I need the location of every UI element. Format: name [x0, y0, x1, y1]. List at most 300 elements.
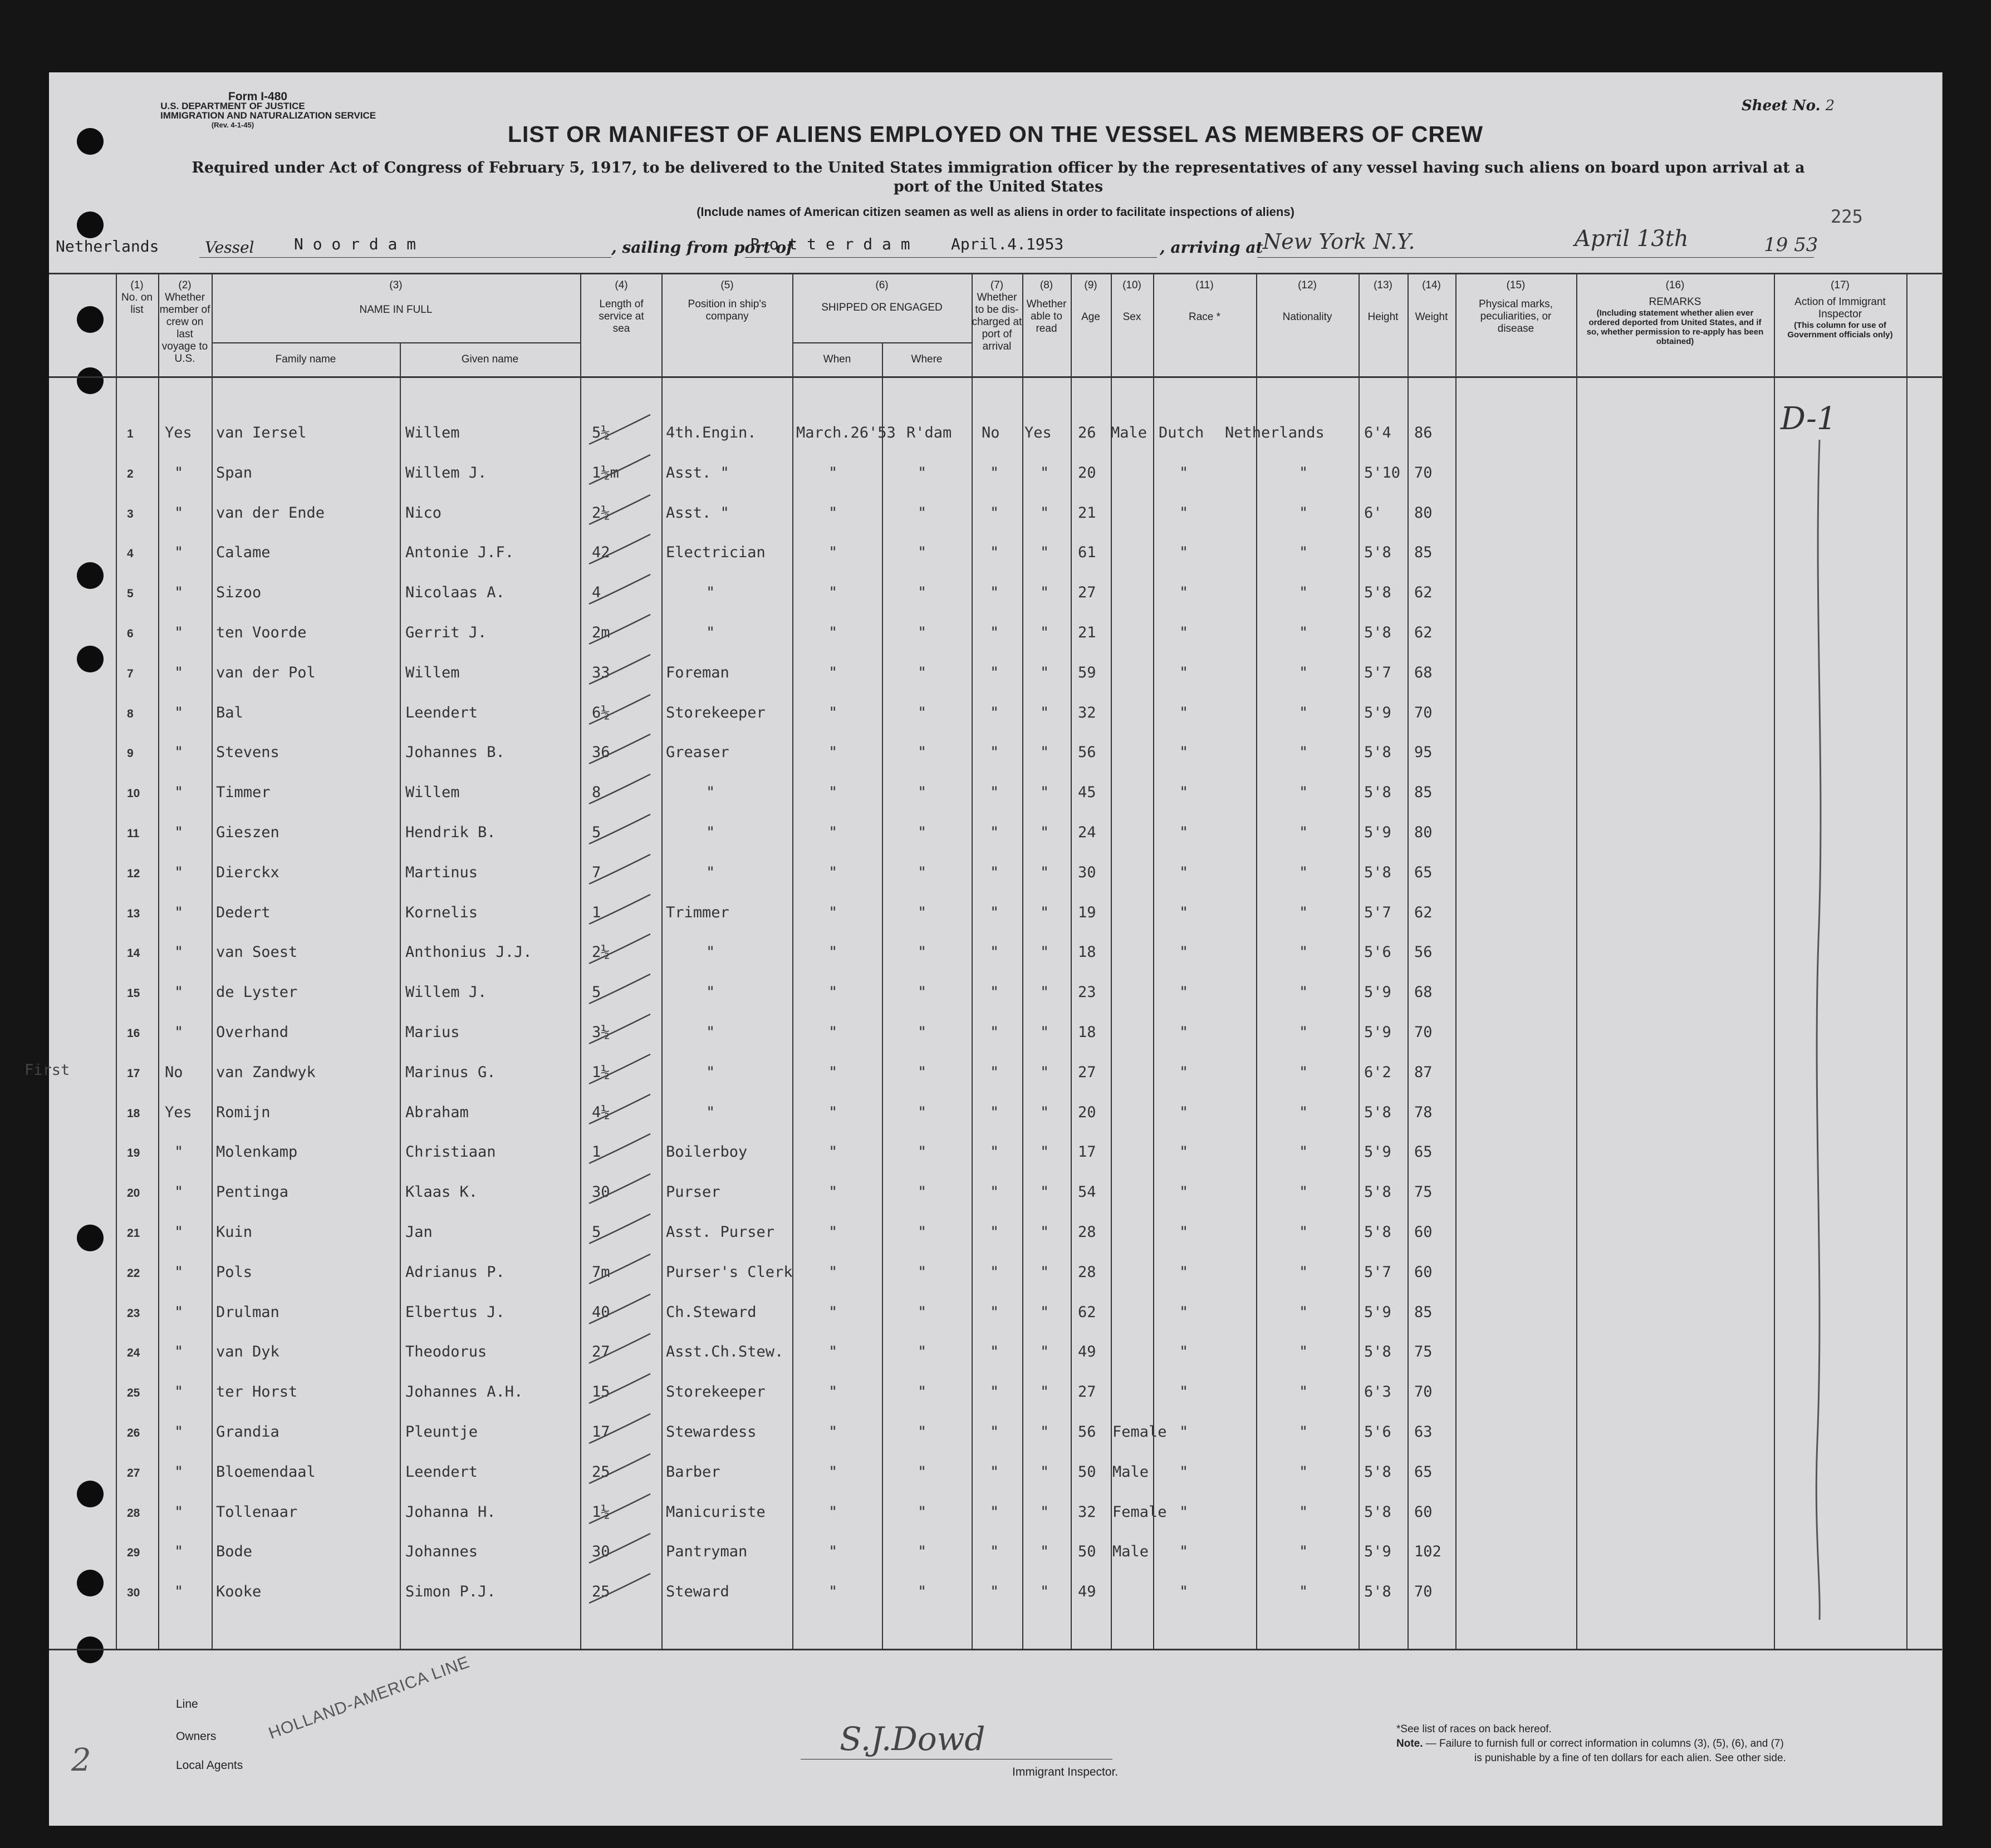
row-3-height: 6' — [1364, 504, 1382, 522]
service-check-mark — [583, 971, 656, 1010]
row-2-no: 2 — [127, 467, 134, 480]
row-7-when-ditto: " — [828, 663, 838, 681]
row-26-age: 56 — [1078, 1423, 1096, 1441]
col-header-discharged: (7) Whether to be dis-charged at port of arrival — [972, 279, 1022, 352]
row-20-where-ditto: " — [918, 1183, 927, 1201]
row-3-discharged-ditto: " — [990, 504, 999, 522]
row-27-service: 25 — [592, 1463, 610, 1481]
row-21-nationality-ditto: " — [1299, 1223, 1308, 1241]
row-30-given: Simon P.J. — [405, 1583, 496, 1601]
row-25-when-ditto: " — [828, 1383, 838, 1401]
row-15-nationality-ditto-ditto: " — [1179, 984, 1189, 1001]
row-6-family: ten Voorde — [216, 624, 307, 641]
row-25-position: Storekeeper — [666, 1383, 766, 1401]
row-30-no: 30 — [127, 1586, 140, 1600]
row-2-where-ditto: " — [918, 464, 927, 481]
side-note: First — [24, 1061, 70, 1079]
service-check-mark — [583, 1171, 656, 1210]
manifest-sheet — [24, 72, 1943, 1826]
corner-mark: 2 — [71, 1742, 91, 1778]
row-23-where-ditto: " — [918, 1303, 927, 1321]
row-6-discharged-ditto: " — [990, 624, 999, 641]
row-7-read-ditto: " — [1040, 663, 1050, 681]
row-12-crew: " — [174, 863, 184, 881]
row-18-service: 4½ — [592, 1103, 610, 1121]
row-18-where-ditto: " — [918, 1103, 927, 1121]
row-19-service: 1 — [592, 1143, 601, 1161]
row-23-discharged-ditto: " — [990, 1303, 999, 1321]
row-21-weight: 60 — [1414, 1223, 1433, 1241]
row-25-weight: 70 — [1414, 1383, 1433, 1401]
col-header-family-name: Family name — [275, 353, 336, 365]
punch-hole — [77, 646, 104, 672]
row-17-age: 27 — [1078, 1063, 1096, 1081]
row-25-nationality-ditto-ditto: " — [1179, 1383, 1189, 1401]
row-28-family: Tollenaar — [216, 1503, 298, 1521]
row-15-age: 23 — [1078, 984, 1096, 1001]
row-20-nationality-ditto-ditto: " — [1179, 1183, 1189, 1201]
col-header-when: When — [823, 353, 851, 365]
row-23-weight: 85 — [1414, 1303, 1433, 1321]
row-23-age: 62 — [1078, 1303, 1096, 1321]
row-7-height: 5'7 — [1364, 663, 1391, 681]
row-3-position: Asst. " — [666, 504, 729, 522]
row-21-crew: " — [174, 1223, 184, 1241]
row-8-discharged-ditto: " — [990, 704, 999, 721]
row-20-no: 20 — [127, 1187, 140, 1200]
row-7-nationality-ditto-ditto: " — [1179, 663, 1189, 681]
row-30-discharged-ditto: " — [990, 1583, 999, 1601]
row-22-given: Adrianus P. — [405, 1263, 505, 1281]
arrival-port: New York N.Y. — [1263, 229, 1415, 254]
row-4-family: Calame — [216, 544, 271, 562]
row-17-position: " — [706, 1063, 715, 1081]
row-14-height: 5'6 — [1364, 943, 1391, 961]
row-11-position: " — [706, 824, 715, 841]
row-27-age: 50 — [1078, 1463, 1096, 1481]
service-check-mark — [583, 452, 656, 491]
row-3-weight: 80 — [1414, 504, 1433, 522]
row-1-sex: Male — [1111, 424, 1147, 441]
row-13-nationality-ditto-ditto: " — [1179, 903, 1189, 921]
row-9-age: 56 — [1078, 744, 1096, 761]
row-7-weight: 68 — [1414, 663, 1433, 681]
row-28-nationality-ditto: " — [1299, 1503, 1308, 1521]
row-10-position: " — [706, 784, 715, 802]
service-check-mark — [583, 1211, 656, 1250]
row-27-discharged-ditto: " — [990, 1463, 999, 1481]
row-15-crew: " — [174, 984, 184, 1001]
service-check-mark — [583, 532, 656, 571]
row-11-when-ditto: " — [828, 824, 838, 841]
row-23-height: 5'9 — [1364, 1303, 1391, 1321]
row-18-crew: Yes — [165, 1103, 192, 1121]
punch-hole — [77, 1570, 104, 1596]
row-20-age: 54 — [1078, 1183, 1096, 1201]
row-3-crew: " — [174, 504, 184, 522]
row-5-age: 27 — [1078, 584, 1096, 602]
row-24-when-ditto: " — [828, 1343, 838, 1361]
row-16-crew: " — [174, 1024, 184, 1041]
row-30-crew: " — [174, 1583, 184, 1601]
row-19-crew: " — [174, 1143, 184, 1161]
row-10-height: 5'8 — [1364, 784, 1391, 802]
row-19-when-ditto: " — [828, 1143, 838, 1161]
row-17-service: 1½ — [592, 1063, 610, 1081]
row-12-service: 7 — [592, 863, 601, 881]
row-21-height: 5'8 — [1364, 1223, 1391, 1241]
row-21-read-ditto: " — [1040, 1223, 1050, 1241]
row-20-service: 30 — [592, 1183, 610, 1201]
row-30-weight: 70 — [1414, 1583, 1433, 1601]
page-title: LIST OR MANIFEST OF ALIENS EMPLOYED ON THE VESSEL AS MEMBERS OF CREW — [507, 121, 1484, 147]
row-9-nationality-ditto-ditto: " — [1179, 744, 1189, 761]
row-11-discharged-ditto: " — [990, 824, 999, 841]
row-13-where-ditto: " — [918, 903, 927, 921]
row-5-position: " — [706, 584, 715, 602]
row-20-nationality-ditto: " — [1299, 1183, 1308, 1201]
row-21-where-ditto: " — [918, 1223, 927, 1241]
col-header-inspector: (17) Action of Immigrant Inspector (This column for use of Government officials only) — [1787, 279, 1893, 340]
row-28-weight: 60 — [1414, 1503, 1433, 1521]
row-5-family: Sizoo — [216, 584, 262, 602]
row-26-given: Pleuntje — [405, 1423, 478, 1441]
row-28-when-ditto: " — [828, 1503, 838, 1521]
row-26-weight: 63 — [1414, 1423, 1433, 1441]
row-25-no: 25 — [127, 1387, 140, 1400]
row-5-service: 4 — [592, 584, 601, 602]
row-13-no: 13 — [127, 907, 140, 920]
row-15-where-ditto: " — [918, 984, 927, 1001]
row-24-height: 5'8 — [1364, 1343, 1391, 1361]
row-30-nationality-ditto: " — [1299, 1583, 1308, 1601]
row-30-position: Steward — [666, 1583, 729, 1601]
row-28-read-ditto: " — [1040, 1503, 1050, 1521]
service-check-mark — [583, 892, 656, 931]
row-12-nationality-ditto-ditto: " — [1179, 863, 1189, 881]
row-7-position: Foreman — [666, 663, 729, 681]
row-9-weight: 95 — [1414, 744, 1433, 761]
service-check-mark — [583, 572, 656, 611]
sheet-number: Sheet No. 2 — [1742, 97, 1835, 114]
row-3-age: 21 — [1078, 504, 1096, 522]
row-3-no: 3 — [127, 507, 134, 520]
row-1-nationality: Netherlands — [1225, 424, 1325, 441]
row-19-nationality-ditto-ditto: " — [1179, 1143, 1189, 1161]
row-4-when-ditto: " — [828, 544, 838, 562]
service-check-mark — [583, 1011, 656, 1050]
row-16-no: 16 — [127, 1027, 140, 1040]
row-21-family: Kuin — [216, 1223, 253, 1241]
row-22-family: Pols — [216, 1263, 253, 1281]
row-2-height: 5'10 — [1364, 464, 1401, 481]
col-header-given-name: Given name — [461, 353, 519, 365]
row-29-age: 50 — [1078, 1543, 1096, 1561]
row-29-read-ditto: " — [1040, 1543, 1050, 1561]
row-12-discharged-ditto: " — [990, 863, 999, 881]
service-check-mark — [583, 1291, 656, 1330]
row-15-service: 5 — [592, 984, 601, 1001]
row-16-nationality-ditto: " — [1299, 1024, 1308, 1041]
row-29-where-ditto: " — [918, 1543, 927, 1561]
row-14-service: 2½ — [592, 943, 610, 961]
row-29-position: Pantryman — [666, 1543, 748, 1561]
row-14-read-ditto: " — [1040, 943, 1050, 961]
name-subheader-rule — [212, 342, 580, 343]
row-9-nationality-ditto: " — [1299, 744, 1308, 761]
row-9-family: Stevens — [216, 744, 279, 761]
row-30-where-ditto: " — [918, 1583, 927, 1601]
row-18-given: Abraham — [405, 1103, 469, 1121]
row-18-nationality-ditto: " — [1299, 1103, 1308, 1121]
row-27-where-ditto: " — [918, 1463, 927, 1481]
row-17-where-ditto: " — [918, 1063, 927, 1081]
arrival-date: April 13th — [1575, 226, 1689, 252]
row-1-discharged: No — [982, 424, 1000, 441]
row-15-given: Willem J. — [405, 984, 487, 1001]
row-16-age: 18 — [1078, 1024, 1096, 1041]
row-19-weight: 65 — [1414, 1143, 1433, 1161]
company-stamp: HOLLAND-AMERICA LINE — [266, 1653, 473, 1743]
row-24-position: Asst.Ch.Stew. — [666, 1343, 784, 1361]
footer-agents-label: Local Agents — [176, 1759, 243, 1772]
row-11-age: 24 — [1078, 824, 1096, 841]
service-check-mark — [583, 1331, 656, 1370]
row-7-service: 33 — [592, 663, 610, 681]
row-10-crew: " — [174, 784, 184, 802]
row-19-given: Christiaan — [405, 1143, 496, 1161]
row-14-where-ditto: " — [918, 943, 927, 961]
row-9-when-ditto: " — [828, 744, 838, 761]
row-4-height: 5'8 — [1364, 544, 1391, 562]
footer-owners-label: Owners — [176, 1730, 217, 1743]
col-header-weight: (14) Weight — [1415, 279, 1448, 323]
penalty-note: Note. — Failure to furnish full or correct information in columns (3), (5), (6), and (7) — [1396, 1738, 1784, 1749]
row-21-when-ditto: " — [828, 1223, 838, 1241]
row-1-when: March.26'53 — [796, 424, 896, 441]
punch-hole — [77, 1225, 104, 1251]
row-27-nationality-ditto-ditto: " — [1179, 1463, 1189, 1481]
row-11-read-ditto: " — [1040, 824, 1050, 841]
footer-line-label: Line — [176, 1698, 198, 1711]
row-1-read: Yes — [1024, 424, 1052, 441]
row-28-height: 5'8 — [1364, 1503, 1391, 1521]
underline — [199, 257, 611, 258]
row-8-service: 6½ — [592, 704, 610, 721]
row-1-weight: 86 — [1414, 424, 1433, 441]
row-12-age: 30 — [1078, 863, 1096, 881]
row-22-weight: 60 — [1414, 1263, 1433, 1281]
row-2-family: Span — [216, 464, 253, 481]
row-5-when-ditto: " — [828, 584, 838, 602]
row-18-when-ditto: " — [828, 1103, 838, 1121]
row-10-discharged-ditto: " — [990, 784, 999, 802]
row-23-service: 40 — [592, 1303, 610, 1321]
row-12-given: Martinus — [405, 863, 478, 881]
row-5-where-ditto: " — [918, 584, 927, 602]
row-24-service: 27 — [592, 1343, 610, 1361]
row-21-nationality-ditto-ditto: " — [1179, 1223, 1189, 1241]
row-19-discharged-ditto: " — [990, 1143, 999, 1161]
row-18-read-ditto: " — [1040, 1103, 1050, 1121]
col-header-nationality: (12) Nationality — [1282, 279, 1332, 323]
row-3-given: Nico — [405, 504, 442, 522]
row-9-read-ditto: " — [1040, 744, 1050, 761]
row-26-where-ditto: " — [918, 1423, 927, 1441]
row-30-age: 49 — [1078, 1583, 1096, 1601]
punch-hole — [77, 562, 104, 589]
row-26-nationality-ditto: " — [1299, 1423, 1308, 1441]
row-1-crew: Yes — [165, 424, 192, 441]
service-check-mark — [583, 1491, 656, 1530]
row-5-given: Nicolaas A. — [405, 584, 505, 602]
row-13-family: Dedert — [216, 903, 271, 921]
row-16-weight: 70 — [1414, 1024, 1433, 1041]
row-8-when-ditto: " — [828, 704, 838, 721]
row-7-where-ditto: " — [918, 663, 927, 681]
row-3-read-ditto: " — [1040, 504, 1050, 522]
row-12-where-ditto: " — [918, 863, 927, 881]
row-11-height: 5'9 — [1364, 824, 1391, 841]
races-note: *See list of races on back hereof. — [1396, 1723, 1552, 1735]
row-7-family: van der Pol — [216, 663, 316, 681]
row-24-discharged-ditto: " — [990, 1343, 999, 1361]
row-25-age: 27 — [1078, 1383, 1096, 1401]
row-20-given: Klaas K. — [405, 1183, 478, 1201]
row-28-age: 32 — [1078, 1503, 1096, 1521]
revision: (Rev. 4-1-45) — [211, 121, 254, 129]
subtitle-note: (Include names of American citizen seamen as well as aliens in order to facilitate inspections of aliens) — [697, 205, 1294, 219]
row-24-nationality-ditto: " — [1299, 1343, 1308, 1361]
row-6-where-ditto: " — [918, 624, 927, 641]
row-15-height: 5'9 — [1364, 984, 1391, 1001]
row-27-when-ditto: " — [828, 1463, 838, 1481]
row-6-no: 6 — [127, 627, 134, 640]
row-10-no: 10 — [127, 787, 140, 800]
row-11-crew: " — [174, 824, 184, 841]
row-9-crew: " — [174, 744, 184, 761]
row-6-nationality-ditto-ditto: " — [1179, 624, 1189, 641]
row-16-read-ditto: " — [1040, 1024, 1050, 1041]
row-3-family: van der Ende — [216, 504, 325, 522]
vessel-name: N o o r d a m — [294, 235, 416, 253]
row-12-read-ditto: " — [1040, 863, 1050, 881]
row-4-discharged-ditto: " — [990, 544, 999, 562]
row-15-discharged-ditto: " — [990, 984, 999, 1001]
service-check-mark — [583, 1411, 656, 1450]
row-15-no: 15 — [127, 987, 140, 1000]
service-check-mark — [583, 852, 656, 891]
row-22-no: 22 — [127, 1266, 140, 1280]
row-9-given: Johannes B. — [405, 744, 505, 761]
row-21-age: 28 — [1078, 1223, 1096, 1241]
row-20-when-ditto: " — [828, 1183, 838, 1201]
row-24-nationality-ditto-ditto: " — [1179, 1343, 1189, 1361]
row-4-where-ditto: " — [918, 544, 927, 562]
row-26-read-ditto: " — [1040, 1423, 1050, 1441]
service-check-mark — [583, 1571, 656, 1610]
row-20-height: 5'8 — [1364, 1183, 1391, 1201]
row-22-nationality-ditto: " — [1299, 1263, 1308, 1281]
row-24-given: Theodorus — [405, 1343, 487, 1361]
form-number: Form I-480 — [228, 90, 288, 103]
row-27-read-ditto: " — [1040, 1463, 1050, 1481]
service-check-mark — [583, 1131, 656, 1170]
row-25-discharged-ditto: " — [990, 1383, 999, 1401]
row-25-family: ter Horst — [216, 1383, 298, 1401]
flag-country: Netherlands — [56, 237, 159, 255]
row-4-weight: 85 — [1414, 544, 1433, 562]
row-29-given: Johannes — [405, 1543, 478, 1561]
row-21-discharged-ditto: " — [990, 1223, 999, 1241]
row-4-position: Electrician — [666, 544, 766, 562]
col-header-service: (4) Length of service at sea — [599, 279, 644, 335]
row-1-service: 5½ — [592, 424, 610, 441]
row-6-crew: " — [174, 624, 184, 641]
row-16-service: 3½ — [592, 1024, 610, 1041]
service-check-mark — [583, 1531, 656, 1570]
row-22-height: 5'7 — [1364, 1263, 1391, 1281]
row-6-age: 21 — [1078, 624, 1096, 641]
row-13-age: 19 — [1078, 903, 1096, 921]
inspector-label: Immigrant Inspector. — [1012, 1766, 1119, 1778]
row-12-when-ditto: " — [828, 863, 838, 881]
row-6-given: Gerrit J. — [405, 624, 487, 641]
row-16-height: 5'9 — [1364, 1024, 1391, 1041]
service-check-mark — [583, 652, 656, 691]
punch-hole — [77, 306, 104, 333]
row-15-when-ditto: " — [828, 984, 838, 1001]
row-22-when-ditto: " — [828, 1263, 838, 1281]
row-7-discharged-ditto: " — [990, 663, 999, 681]
row-27-sex: Male — [1112, 1463, 1149, 1481]
row-8-nationality-ditto-ditto: " — [1179, 704, 1189, 721]
row-5-crew: " — [174, 584, 184, 602]
row-23-family: Drulman — [216, 1303, 279, 1321]
row-1-family: van Iersel — [216, 424, 307, 441]
row-9-no: 9 — [127, 747, 134, 760]
row-2-nationality-ditto: " — [1299, 464, 1308, 481]
col-header-where: Where — [911, 353, 943, 365]
underline — [1257, 257, 1814, 258]
row-30-read-ditto: " — [1040, 1583, 1050, 1601]
row-4-nationality-ditto-ditto: " — [1179, 544, 1189, 562]
service-check-mark — [583, 812, 656, 851]
row-21-given: Jan — [405, 1223, 433, 1241]
row-8-position: Storekeeper — [666, 704, 766, 721]
row-2-read-ditto: " — [1040, 464, 1050, 481]
row-24-read-ditto: " — [1040, 1343, 1050, 1361]
row-27-weight: 65 — [1414, 1463, 1433, 1481]
row-21-position: Asst. Purser — [666, 1223, 775, 1241]
row-29-when-ditto: " — [828, 1543, 838, 1561]
row-16-discharged-ditto: " — [990, 1024, 999, 1041]
row-4-age: 61 — [1078, 544, 1096, 562]
row-1-where: R'dam — [906, 424, 952, 441]
row-14-no: 14 — [127, 947, 140, 960]
row-15-family: de Lyster — [216, 984, 298, 1001]
row-24-family: van Dyk — [216, 1343, 279, 1361]
row-11-nationality-ditto: " — [1299, 824, 1308, 841]
row-16-family: Overhand — [216, 1024, 289, 1041]
row-10-when-ditto: " — [828, 784, 838, 802]
row-29-nationality-ditto-ditto: " — [1179, 1543, 1189, 1561]
row-8-where-ditto: " — [918, 704, 927, 721]
row-9-position: Greaser — [666, 744, 729, 761]
row-16-given: Marius — [405, 1024, 460, 1041]
col-header-race: (11) Race * — [1188, 279, 1221, 323]
row-29-nationality-ditto: " — [1299, 1543, 1308, 1561]
